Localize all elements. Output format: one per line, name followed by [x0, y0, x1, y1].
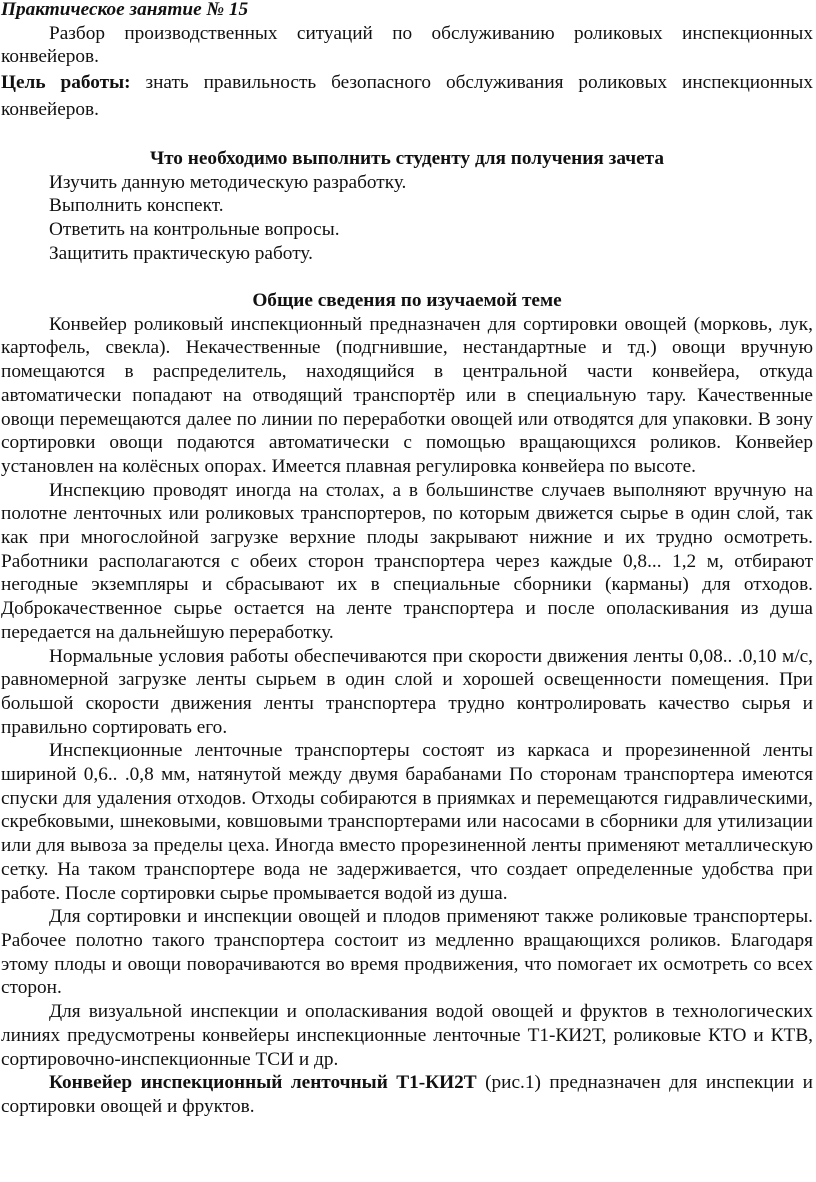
body-paragraph: Конвейер роликовый инспекционный предназначен для сортировки овощей (морковь, лук, картофель, свекла). Некачественные (подгнившие, нестандартные и тд.) овощи вручную помещаются в распределитель, находящийся в центральной части конвейера, откуда автоматически попадают на отводящий транспортёр или в специальную тару. Качественные овощи перемещаются далее по линии по переработки овощей или отводятся для упаковки. В зону сортировки овощи подаются автоматически с помощью вращающихся роликов. Конвейер установлен на колёсных опорах. Имеется плавная регулировка конвейера по высоте.	[1, 313, 813, 477]
body-paragraph: Нормальные условия работы обеспечиваются при скорости движения ленты 0,08.. .0,10 м/с, равномерной загрузке ленты сырьем в один слой и хорошей освещенности помещения. При большой скорости движения ленты транспортера трудно контролировать качество сырья и правильно сортировать его.	[1, 645, 813, 738]
task-item: Ответить на контрольные вопросы.	[49, 218, 340, 240]
task-item: Изучить данную методическую разработку.	[49, 171, 407, 193]
task-item: Защитить практическую работу.	[49, 242, 313, 264]
body-paragraph: Для сортировки и инспекции овощей и плодов применяют также роликовые транспортеры. Рабочее полотно такого транспортера состоит из медленно вращающихся роликов. Благодаря этому плоды и овощи поворачиваются во время продвижения, что помогает их осмотреть со всех сторон.	[1, 906, 813, 999]
body-paragraph: Для визуальной инспекции и ополаскивания водой овощей и фруктов в технологических линиях предусмотрены конвейеры инспекционные ленточные Т1-КИ2Т, роликовые КТО и КТВ, сортировочно-инспекционные ТСИ и др.	[1, 1001, 813, 1070]
goal-label: Цель работы:	[1, 72, 131, 94]
lesson-title: Практическое занятие № 15	[1, 0, 249, 20]
conveyor-name: Конвейер инспекционный ленточный Т1-КИ2Т	[49, 1072, 477, 1094]
info-title: Общие сведения по изучаемой теме	[252, 290, 562, 311]
body-paragraph: Инспекцию проводят иногда на столах, а в большинстве случаев выполняют вручную на полотне ленточных или роликовых транспортеров, по которым движется сырье в один слой, так как при многослойной загрузке верхние плоды закрывают нижние и их трудно осмотреть. Работники располагаются с обеих сторон транспортера через каждые 0,8... 1,2 м, отбирают негодные экземпляры и сбрасывают их в специальные сборники (карманы) для отходов. Доброкачественное сырье остается на ленте транспортера и после ополаскивания из душа передается на дальнейшую переработку.	[1, 479, 813, 643]
final-paragraph	[1, 1071, 813, 1118]
goal-paragraph	[1, 69, 813, 123]
spacer	[1, 265, 813, 289]
task-item: Выполнить конспект.	[49, 195, 224, 217]
final-text: (рис.1) предназначен для инспекции и сортировки овощей и фруктов.	[1, 1072, 813, 1117]
body-paragraph: Инспекционные ленточные транспортеры состоят из каркаса и прорезиненной ленты шириной 0,6.. .0,8 мм, натянутой между двумя барабанами По сторонам транспортера имеются спуски для удаления отходов. Отходы собираются в приямках и перемещаются гидравлическими, скребковыми, шнековыми, ковшовыми транспортерами или насосами в сборники для утилизации или для вывоза за пределы цеха. Иногда вместо прорезиненной ленты применяют металлическую сетку. На таком транспортере вода не задерживается, что создает определенные удобства при работе. После сортировки сырье промывается водой из душа.	[1, 740, 813, 904]
goal-text: знать правильность безопасного обслуживания роликовых инспекционных конвейеров.	[1, 72, 813, 121]
spacer	[1, 123, 813, 147]
tasks-title: Что необходимо выполнить студенту для получения зачета	[149, 147, 665, 169]
lesson-subtitle: Разбор производственных ситуаций по обслуживанию роликовых инспекционных конвейеров.	[1, 22, 813, 68]
